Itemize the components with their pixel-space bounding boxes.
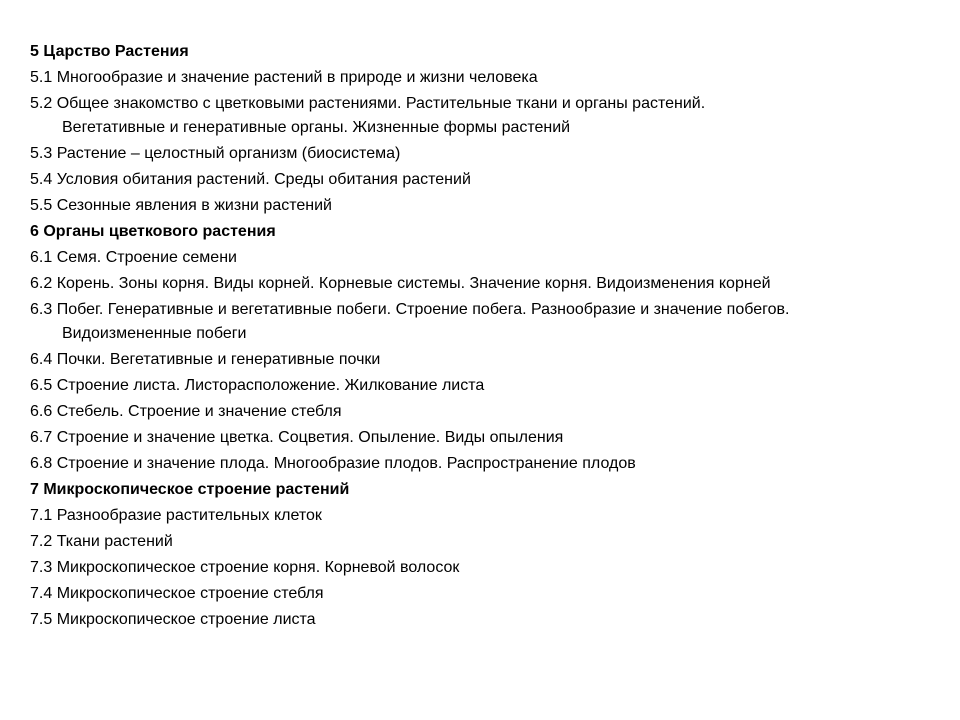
list-item — [30, 556, 950, 580]
item-text: 6.7 Строение и значение цветка. Соцветия. Опыление. Виды опыления — [30, 429, 564, 446]
list-item — [30, 582, 950, 606]
list-item — [30, 168, 950, 192]
item-text: 7.2 Ткани растений — [30, 533, 173, 550]
list-item — [30, 298, 950, 346]
item-text: 7 Микроскопическое строение растений — [30, 481, 350, 498]
list-item — [30, 426, 950, 450]
item-text: 5.2 Общее знакомство с цветковыми растениями. Растительные ткани и органы растений. — [30, 95, 706, 112]
item-text: 6.6 Стебель. Строение и значение стебля — [30, 403, 342, 420]
list-item — [30, 272, 950, 296]
list-item — [30, 504, 950, 528]
item-text: 7.4 Микроскопическое строение стебля — [30, 585, 324, 602]
item-text: 5.3 Растение – целостный организм (биосистема) — [30, 145, 401, 162]
section-heading — [30, 220, 950, 244]
item-text: 6.1 Семя. Строение семени — [30, 249, 237, 266]
item-text: 6 Органы цветкового растения — [30, 223, 276, 240]
section-heading — [30, 40, 950, 64]
item-text: 6.3 Побег. Генеративные и вегетативные побеги. Строение побега. Разнообразие и значение побегов. — [30, 301, 790, 318]
item-continuation: Вегетативные и генеративные органы. Жизненные формы растений — [62, 119, 571, 136]
item-text: 7.3 Микроскопическое строение корня. Корневой волосок — [30, 559, 460, 576]
list-item — [30, 92, 950, 140]
item-text: 7.5 Микроскопическое строение листа — [30, 611, 316, 628]
list-item — [30, 400, 950, 424]
topic-list — [30, 40, 950, 634]
item-continuation: Видоизмененные побеги — [62, 325, 247, 342]
item-text: 7.1 Разнообразие растительных клеток — [30, 507, 322, 524]
list-item — [30, 608, 950, 632]
list-item — [30, 142, 950, 166]
item-text: 5.5 Сезонные явления в жизни растений — [30, 197, 332, 214]
item-text: 6.8 Строение и значение плода. Многообразие плодов. Распространение плодов — [30, 455, 636, 472]
list-item — [30, 452, 950, 476]
item-text: 5.4 Условия обитания растений. Среды обитания растений — [30, 171, 471, 188]
list-item — [30, 194, 950, 218]
item-text: 5.1 Многообразие и значение растений в природе и жизни человека — [30, 69, 538, 86]
list-item — [30, 530, 950, 554]
list-item — [30, 66, 950, 90]
item-text: 6.4 Почки. Вегетативные и генеративные почки — [30, 351, 381, 368]
list-item — [30, 348, 950, 372]
item-text: 5 Царство Растения — [30, 43, 189, 60]
item-text: 6.5 Строение листа. Листорасположение. Жилкование листа — [30, 377, 485, 394]
section-heading — [30, 478, 950, 502]
list-item — [30, 374, 950, 398]
item-text: 6.2 Корень. Зоны корня. Виды корней. Корневые системы. Значение корня. Видоизменения корней — [30, 275, 771, 292]
list-item — [30, 246, 950, 270]
